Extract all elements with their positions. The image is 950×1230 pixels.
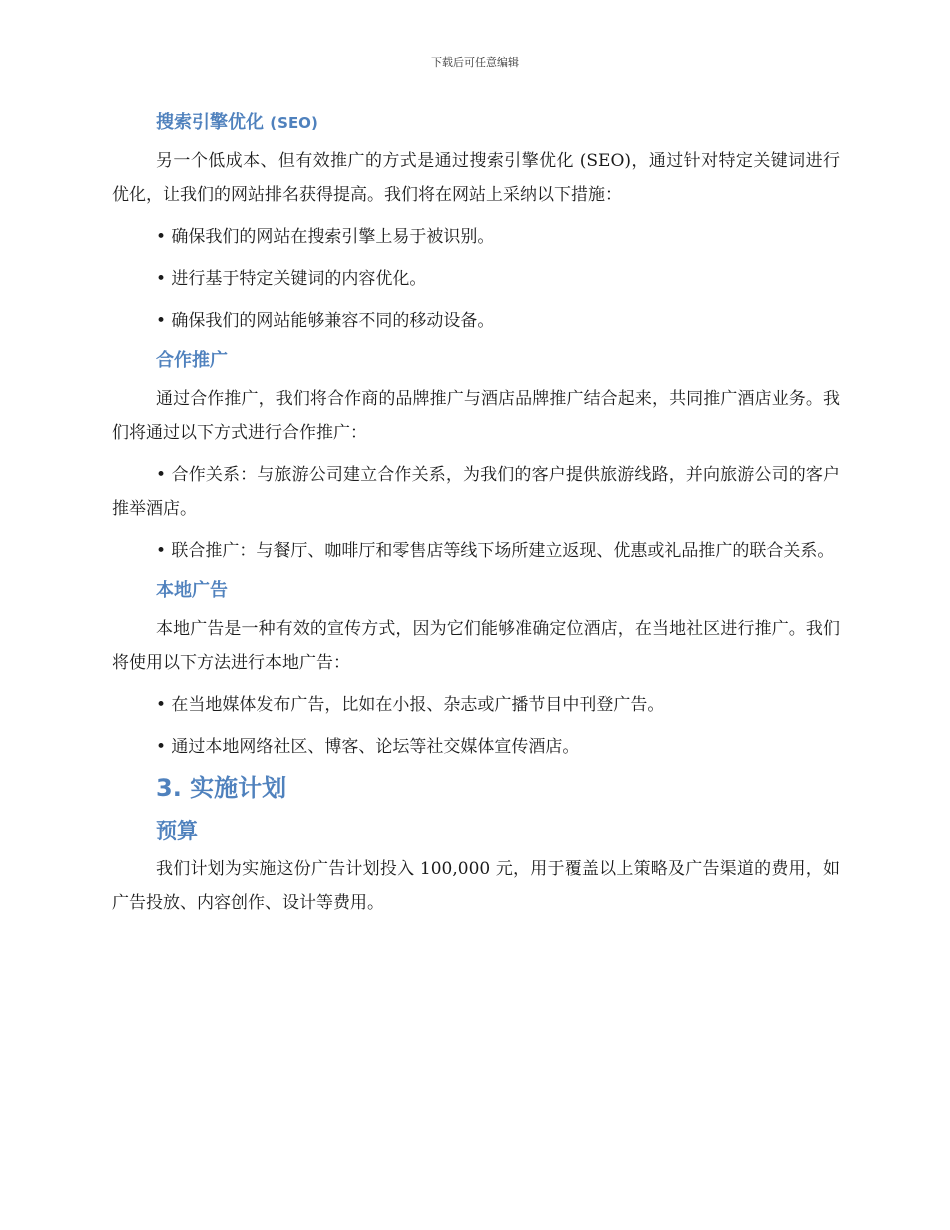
partner-bullet: • 合作关系：与旅游公司建立合作关系，为我们的客户提供旅游线路，并向旅游公司的客户推举酒店。: [112, 465, 840, 519]
seo-bullet: • 进行基于特定关键词的内容优化。: [156, 269, 427, 289]
seo-bullet: • 确保我们的网站在搜索引擎上易于被识别。: [156, 227, 495, 247]
heading-local: 本地广告: [156, 580, 228, 601]
budget-text: 我们计划为实施这份广告计划投入 100,000 元，用于覆盖以上策略及广告渠道的费用，如广告投放、内容创作、设计等费用。: [112, 859, 840, 913]
heading-budget: 预算: [156, 819, 198, 843]
page-header: 下载后可任意编辑: [431, 56, 519, 69]
partner-intro: 通过合作推广，我们将合作商的品牌推广与酒店品牌推广结合起来，共同推广酒店业务。我们将通过以下方式进行合作推广：: [112, 389, 840, 443]
local-bullet: • 通过本地网络社区、博客、论坛等社交媒体宣传酒店。: [156, 737, 580, 757]
heading-partner: 合作推广: [156, 350, 228, 371]
heading-plan: 3. 实施计划: [156, 774, 287, 802]
local-bullet: • 在当地媒体发布广告，比如在小报、杂志或广播节目中刊登广告。: [156, 695, 665, 715]
partner-bullet: • 联合推广：与餐厅、咖啡厅和零售店等线下场所建立返现、优惠或礼品推广的联合关系。: [156, 541, 835, 561]
seo-intro: 另一个低成本、但有效推广的方式是通过搜索引擎优化 (SEO)，通过针对特定关键词进行优化，让我们的网站排名获得提高。我们将在网站上采纳以下措施：: [112, 151, 840, 205]
seo-bullet: • 确保我们的网站能够兼容不同的移动设备。: [156, 311, 495, 331]
document-body: [112, 106, 840, 920]
local-intro: 本地广告是一种有效的宣传方式，因为它们能够准确定位酒店，在当地社区进行推广。我们将使用以下方法进行本地广告：: [112, 619, 840, 673]
heading-seo: [156, 106, 840, 140]
heading-seo-title: 搜索引擎优化: [156, 112, 264, 133]
heading-seo-suffix: (SEO): [270, 114, 318, 132]
